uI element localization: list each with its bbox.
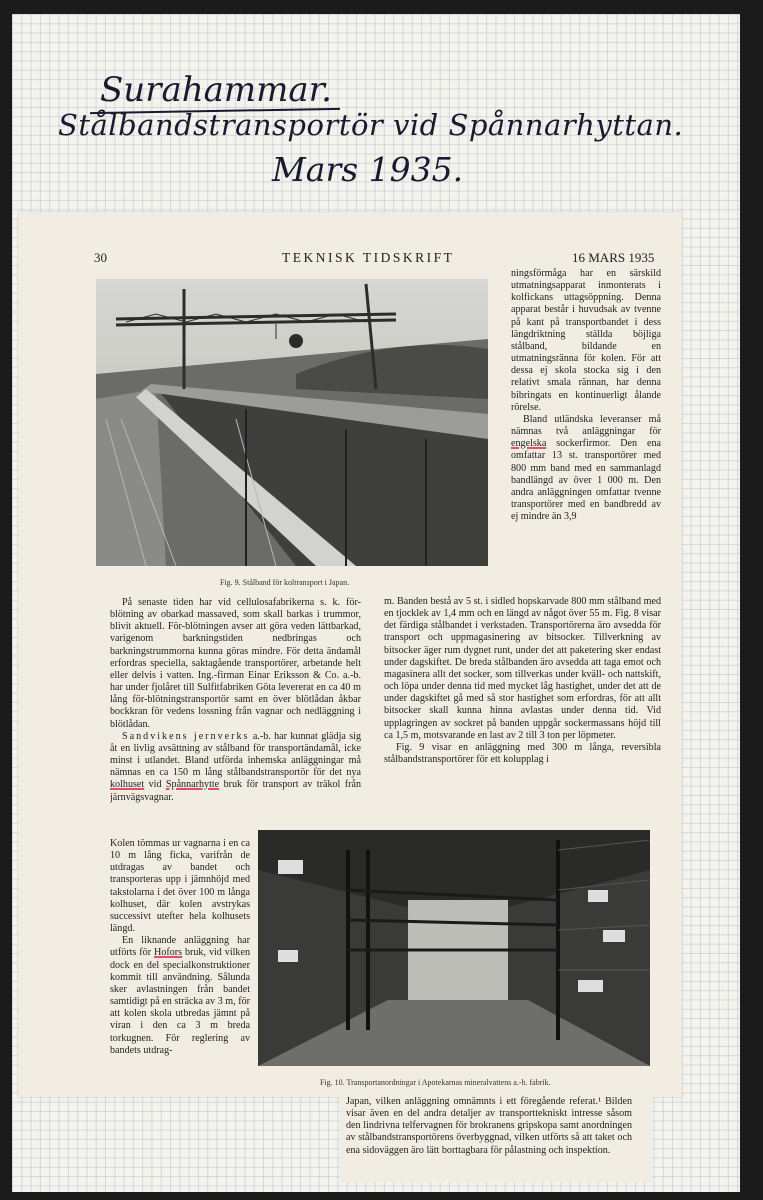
text-run: vid	[144, 779, 166, 791]
right-column-top	[511, 268, 661, 523]
handwritten-subtitle: Stålbandstransportör vid Spånnarhyttan.	[58, 108, 684, 142]
figure-10-photo	[258, 830, 650, 1066]
journal-title: TEKNISK TIDSKRIFT	[282, 250, 455, 265]
left-column-upper	[110, 597, 361, 837]
left-paragraph-2	[110, 731, 361, 804]
issue-date: 16 MARS 1935	[572, 250, 655, 265]
handwritten-title: Surahammar.	[100, 70, 332, 110]
text-run: bruk, vid vilken dock en del specialkonstruktioner kommit till användning. Sålunda sker avlastningen från bandet samtidigt på en sträcka av 3 m, för att kolen skola utbredas jämnt på viran i den ca 3 m breda torkugnen. För reglering av bandets utdrag-	[110, 947, 250, 1056]
right-paragraph-3: m. Banden bestå av 5 st. i sidled hopskarvade 800 mm stålband med en tjocklek av 1,4 mm och en längd av något över 55 m. Fig. 8 visar det färdiga stålbandet i verkstaden. Transportörerna äro avsedda för transport och uppmagasinering av bitsocker. Tillverkning av bitsocker äger rum dygnet runt, under det att paketering sker endast under dagskiftet. De breda stålbanden äro avsedda att taga emot och magasinera allt det socker, som tillverkas under kväll- och nattskift, och löpa under denna tid med mycket låg hastighet, under det att de under dagskiftet gå med så stor hastighet som erfordras, för att allt bitsocker skall kunna hinna avlastas under denna tid. Vid upplagringen av sockret på banden uppgår sockermassans höjd till ca 1,5 m, motsvarande en last av 2 till 3 ton per löpmeter.	[384, 596, 661, 741]
text-run: a.-b. har kunnat glädja sig åt en livlig avsättning av stålband för transportändamål, icke minst i utlandet. Bland utförda inhemska anläggningar må nämnas en ca 150 m lång stålbandstransportör för det nya	[110, 730, 361, 779]
left-paragraph-narrow: Kolen tömmas ur vagnarna i en ca 10 m lång ficka, varifrån de utdragas av bandet och transporteras upp i jämnhöjd med takstolarna i det över 100 m långa kolhuset, där kolen avstrykas successivt utefter hela kolhusets längd.	[110, 838, 250, 935]
text-run: Bland utländska leveranser må nämnas två anläggningar för	[511, 413, 661, 438]
sandviken-name: Sandvikens jernverks	[122, 730, 250, 742]
right-paragraph-1: ningsförmåga har en särskild utmatningsapparat inmonterats i kolfickans uttagsöppning. Denna apparat består i huvudsak av tvenne på kant på transportbandet i dess längdriktning ställda böjliga stålband, bildande en utmatningsränna för kolen. För att dessa ej skola stocka sig i den relativt smala rännan, har denna bibringats en kontinuerligt ålande rörelse.	[511, 268, 661, 413]
bottom-text	[346, 1096, 632, 1181]
underlined-engelska: engelska	[511, 438, 547, 450]
left-column-narrow	[110, 838, 250, 1057]
text-run: sockerfirmor. Den ena omfattar 13 st. transportörer med 800 mm band med en sammanlagd bandlängd av över 1 000 m. Den andra anläggningen omfattar tvenne transportörer med en bandbredd av ej mindre än 3,9	[511, 438, 661, 523]
underlined-kolhuset: kolhuset	[110, 779, 145, 791]
left-paragraph-3	[110, 935, 250, 1057]
underlined-hofors: Hofors	[154, 947, 183, 959]
underlined-spannarhytte: Spånnarhytte	[165, 779, 220, 791]
left-paragraph-1: På senaste tiden har vid cellulosafabrikerna s. k. för-blötning av obarkad massaved, som skall barkas i trummor, blivit aktuell. För-blötningen avser att göra veden lättbarkad, varigenom barkningstiden nedbringas och barkningstrummorna kunna göras mindre. För detta ändamål erfordras speciella, saktagående transportörer, arbetande helt eller delvis i vatten. Ing.-firman Einar Eriksson & Co. a.-b. har under fjolåret till Sulfitfabriken Göta levererat en ca 40 m lång för-blötningstransportör samt en över blötlådan åkbar bockkran för vedens lossning från vagnar och nedläggning i blötlådan.	[110, 597, 361, 730]
text-run: En liknande anläggning har utförts för	[110, 935, 250, 959]
bottom-paragraph: Japan, vilken anläggning omnämnts i ett föregående referat.¹ Bilden visar även en del andra detaljer av transporttekniskt intresse såsom den lindrivna telfervagnen för brokranens gripskopa samt anordningen av stålbandstransportörens överbyggnad, vilken utförts så att taket och ena sidoväggen äro lätt borttagbara för pålastning och inspektion.	[346, 1096, 632, 1156]
page-number: 30	[94, 250, 107, 265]
figure-10-caption: Fig. 10. Transportanordningar i Apotekarnas mineralvattens a.-b. fabrik.	[320, 1078, 551, 1087]
handwritten-date: Mars 1935.	[272, 150, 464, 189]
figure-9-photo	[96, 279, 488, 566]
right-paragraph-2	[511, 414, 661, 523]
right-column-wide	[384, 596, 661, 766]
figure-9-caption: Fig. 9. Stålband för koltransport i Japan.	[220, 578, 350, 587]
right-paragraph-4: Fig. 9 visar en anläggning med 300 m långa, reversibla stålbandstransportörer för ett kolupplag i	[384, 741, 661, 766]
text-run: bruk för transport av träkol från järnvägsvagnar.	[110, 779, 361, 803]
